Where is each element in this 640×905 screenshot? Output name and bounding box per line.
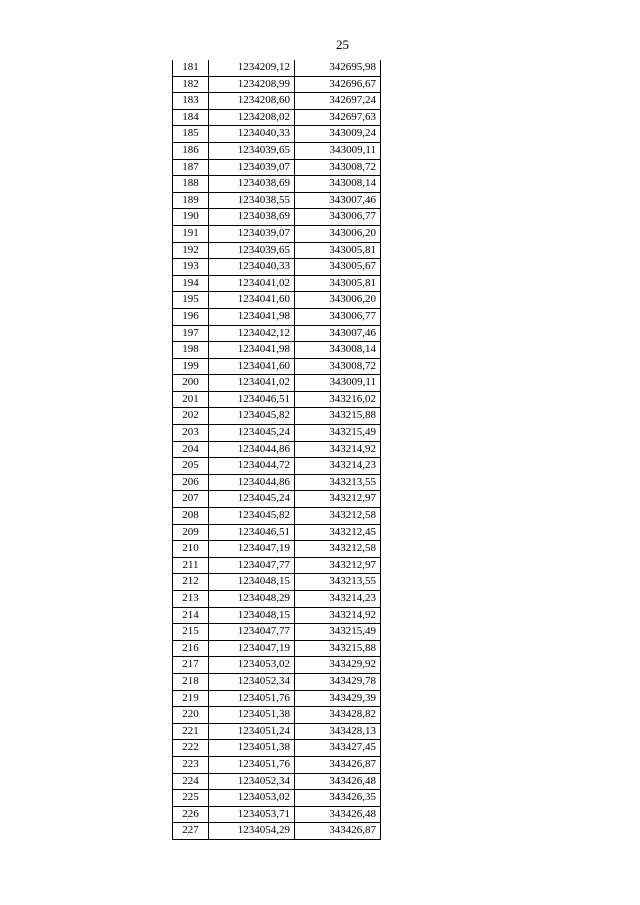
table-row — [173, 474, 381, 491]
point-number-cell: 212 — [173, 574, 209, 591]
x-coordinate-cell: 1234051,38 — [209, 740, 295, 757]
point-number-cell: 199 — [173, 358, 209, 375]
y-coordinate-cell: 343426,48 — [295, 806, 381, 823]
x-coordinate-cell: 1234041,60 — [209, 292, 295, 309]
x-coordinate-cell: 1234045,82 — [209, 408, 295, 425]
x-coordinate-cell: 1234041,98 — [209, 308, 295, 325]
table-row — [173, 259, 381, 276]
x-coordinate-cell: 1234044,86 — [209, 474, 295, 491]
point-number-cell: 187 — [173, 159, 209, 176]
x-coordinate-cell: 1234052,34 — [209, 673, 295, 690]
point-number-cell: 207 — [173, 491, 209, 508]
x-coordinate-cell: 1234038,69 — [209, 176, 295, 193]
y-coordinate-cell: 343429,78 — [295, 673, 381, 690]
point-number-cell: 183 — [173, 93, 209, 110]
x-coordinate-cell: 1234040,33 — [209, 126, 295, 143]
y-coordinate-cell: 343006,77 — [295, 209, 381, 226]
x-coordinate-cell: 1234209,12 — [209, 60, 295, 76]
table-row — [173, 574, 381, 591]
x-coordinate-cell: 1234038,55 — [209, 192, 295, 209]
y-coordinate-cell: 343216,02 — [295, 391, 381, 408]
table-row — [173, 242, 381, 259]
x-coordinate-cell: 1234053,02 — [209, 790, 295, 807]
x-coordinate-cell: 1234039,65 — [209, 242, 295, 259]
y-coordinate-cell: 343212,58 — [295, 541, 381, 558]
coordinates-table — [172, 60, 381, 840]
point-number-cell: 226 — [173, 806, 209, 823]
x-coordinate-cell: 1234054,29 — [209, 823, 295, 840]
x-coordinate-cell: 1234040,33 — [209, 259, 295, 276]
point-number-cell: 194 — [173, 275, 209, 292]
point-number-cell: 203 — [173, 425, 209, 442]
table-row — [173, 176, 381, 193]
y-coordinate-cell: 343009,11 — [295, 375, 381, 392]
table-row — [173, 126, 381, 143]
table-row — [173, 657, 381, 674]
table-row — [173, 375, 381, 392]
table-row — [173, 275, 381, 292]
y-coordinate-cell: 343006,20 — [295, 292, 381, 309]
point-number-cell: 219 — [173, 690, 209, 707]
point-number-cell: 225 — [173, 790, 209, 807]
table-row — [173, 591, 381, 608]
point-number-cell: 209 — [173, 524, 209, 541]
table-row — [173, 408, 381, 425]
y-coordinate-cell: 343426,35 — [295, 790, 381, 807]
point-number-cell: 189 — [173, 192, 209, 209]
x-coordinate-cell: 1234053,71 — [209, 806, 295, 823]
x-coordinate-cell: 1234208,02 — [209, 109, 295, 126]
x-coordinate-cell: 1234041,02 — [209, 375, 295, 392]
x-coordinate-cell: 1234041,60 — [209, 358, 295, 375]
table-row — [173, 225, 381, 242]
table-row — [173, 209, 381, 226]
point-number-cell: 222 — [173, 740, 209, 757]
x-coordinate-cell: 1234208,99 — [209, 76, 295, 93]
x-coordinate-cell: 1234051,76 — [209, 756, 295, 773]
point-number-cell: 193 — [173, 259, 209, 276]
y-coordinate-cell: 343429,39 — [295, 690, 381, 707]
table-row — [173, 458, 381, 475]
y-coordinate-cell: 343212,97 — [295, 491, 381, 508]
x-coordinate-cell: 1234047,19 — [209, 640, 295, 657]
page-number: 25 — [336, 37, 349, 52]
y-coordinate-cell: 343009,11 — [295, 142, 381, 159]
x-coordinate-cell: 1234041,98 — [209, 342, 295, 359]
table-row — [173, 93, 381, 110]
coordinates-table-body — [173, 60, 381, 839]
table-row — [173, 325, 381, 342]
point-number-cell: 186 — [173, 142, 209, 159]
table-row — [173, 773, 381, 790]
y-coordinate-cell: 343008,14 — [295, 342, 381, 359]
y-coordinate-cell: 343005,81 — [295, 242, 381, 259]
point-number-cell: 205 — [173, 458, 209, 475]
y-coordinate-cell: 343214,23 — [295, 458, 381, 475]
point-number-cell: 216 — [173, 640, 209, 657]
point-number-cell: 206 — [173, 474, 209, 491]
point-number-cell: 200 — [173, 375, 209, 392]
y-coordinate-cell: 343429,92 — [295, 657, 381, 674]
point-number-cell: 227 — [173, 823, 209, 840]
y-coordinate-cell: 343215,49 — [295, 425, 381, 442]
table-row — [173, 391, 381, 408]
x-coordinate-cell: 1234047,19 — [209, 541, 295, 558]
point-number-cell: 217 — [173, 657, 209, 674]
point-number-cell: 198 — [173, 342, 209, 359]
point-number-cell: 188 — [173, 176, 209, 193]
table-row — [173, 624, 381, 641]
x-coordinate-cell: 1234039,07 — [209, 225, 295, 242]
point-number-cell: 191 — [173, 225, 209, 242]
table-row — [173, 76, 381, 93]
x-coordinate-cell: 1234045,24 — [209, 425, 295, 442]
table-row — [173, 607, 381, 624]
x-coordinate-cell: 1234045,82 — [209, 508, 295, 525]
y-coordinate-cell: 343007,46 — [295, 325, 381, 342]
point-number-cell: 192 — [173, 242, 209, 259]
point-number-cell: 213 — [173, 591, 209, 608]
x-coordinate-cell: 1234051,24 — [209, 723, 295, 740]
table-row — [173, 690, 381, 707]
table-row — [173, 673, 381, 690]
point-number-cell: 210 — [173, 541, 209, 558]
table-row — [173, 541, 381, 558]
table-row — [173, 441, 381, 458]
table-row — [173, 159, 381, 176]
y-coordinate-cell: 343428,13 — [295, 723, 381, 740]
table-row — [173, 756, 381, 773]
y-coordinate-cell: 343212,97 — [295, 557, 381, 574]
y-coordinate-cell: 343214,92 — [295, 441, 381, 458]
table-row — [173, 60, 381, 76]
table-row — [173, 358, 381, 375]
point-number-cell: 218 — [173, 673, 209, 690]
y-coordinate-cell: 342696,67 — [295, 76, 381, 93]
table-row — [173, 192, 381, 209]
table-row — [173, 707, 381, 724]
y-coordinate-cell: 342697,24 — [295, 93, 381, 110]
y-coordinate-cell: 343006,20 — [295, 225, 381, 242]
table-row — [173, 790, 381, 807]
x-coordinate-cell: 1234042,12 — [209, 325, 295, 342]
x-coordinate-cell: 1234047,77 — [209, 557, 295, 574]
x-coordinate-cell: 1234051,76 — [209, 690, 295, 707]
table-row — [173, 524, 381, 541]
x-coordinate-cell: 1234047,77 — [209, 624, 295, 641]
y-coordinate-cell: 343008,14 — [295, 176, 381, 193]
point-number-cell: 184 — [173, 109, 209, 126]
y-coordinate-cell: 343009,24 — [295, 126, 381, 143]
x-coordinate-cell: 1234039,65 — [209, 142, 295, 159]
point-number-cell: 181 — [173, 60, 209, 76]
y-coordinate-cell: 343428,82 — [295, 707, 381, 724]
x-coordinate-cell: 1234044,86 — [209, 441, 295, 458]
table-row — [173, 425, 381, 442]
y-coordinate-cell: 343008,72 — [295, 358, 381, 375]
point-number-cell: 223 — [173, 756, 209, 773]
y-coordinate-cell: 343005,81 — [295, 275, 381, 292]
x-coordinate-cell: 1234208,60 — [209, 93, 295, 110]
y-coordinate-cell: 343006,77 — [295, 308, 381, 325]
y-coordinate-cell: 343214,23 — [295, 591, 381, 608]
y-coordinate-cell: 343005,67 — [295, 259, 381, 276]
point-number-cell: 197 — [173, 325, 209, 342]
x-coordinate-cell: 1234053,02 — [209, 657, 295, 674]
y-coordinate-cell: 343007,46 — [295, 192, 381, 209]
point-number-cell: 214 — [173, 607, 209, 624]
y-coordinate-cell: 343427,45 — [295, 740, 381, 757]
x-coordinate-cell: 1234046,51 — [209, 391, 295, 408]
table-row — [173, 142, 381, 159]
x-coordinate-cell: 1234038,69 — [209, 209, 295, 226]
point-number-cell: 211 — [173, 557, 209, 574]
table-row — [173, 491, 381, 508]
point-number-cell: 215 — [173, 624, 209, 641]
y-coordinate-cell: 343212,58 — [295, 508, 381, 525]
y-coordinate-cell: 343426,87 — [295, 756, 381, 773]
table-row — [173, 740, 381, 757]
table-row — [173, 508, 381, 525]
y-coordinate-cell: 342695,98 — [295, 60, 381, 76]
x-coordinate-cell: 1234051,38 — [209, 707, 295, 724]
table-row — [173, 342, 381, 359]
x-coordinate-cell: 1234045,24 — [209, 491, 295, 508]
point-number-cell: 182 — [173, 76, 209, 93]
table-row — [173, 109, 381, 126]
x-coordinate-cell: 1234046,51 — [209, 524, 295, 541]
point-number-cell: 224 — [173, 773, 209, 790]
y-coordinate-cell: 343426,87 — [295, 823, 381, 840]
x-coordinate-cell: 1234048,15 — [209, 574, 295, 591]
point-number-cell: 220 — [173, 707, 209, 724]
point-number-cell: 204 — [173, 441, 209, 458]
point-number-cell: 195 — [173, 292, 209, 309]
x-coordinate-cell: 1234048,15 — [209, 607, 295, 624]
x-coordinate-cell: 1234039,07 — [209, 159, 295, 176]
y-coordinate-cell: 343008,72 — [295, 159, 381, 176]
x-coordinate-cell: 1234048,29 — [209, 591, 295, 608]
y-coordinate-cell: 343215,88 — [295, 640, 381, 657]
y-coordinate-cell: 343215,88 — [295, 408, 381, 425]
table-row — [173, 723, 381, 740]
y-coordinate-cell: 342697,63 — [295, 109, 381, 126]
y-coordinate-cell: 343214,92 — [295, 607, 381, 624]
table-row — [173, 292, 381, 309]
point-number-cell: 196 — [173, 308, 209, 325]
table-row — [173, 308, 381, 325]
x-coordinate-cell: 1234052,34 — [209, 773, 295, 790]
x-coordinate-cell: 1234041,02 — [209, 275, 295, 292]
y-coordinate-cell: 343426,48 — [295, 773, 381, 790]
point-number-cell: 221 — [173, 723, 209, 740]
table-row — [173, 823, 381, 840]
y-coordinate-cell: 343213,55 — [295, 474, 381, 491]
point-number-cell: 201 — [173, 391, 209, 408]
table-row — [173, 806, 381, 823]
y-coordinate-cell: 343213,55 — [295, 574, 381, 591]
table-row — [173, 640, 381, 657]
point-number-cell: 208 — [173, 508, 209, 525]
point-number-cell: 202 — [173, 408, 209, 425]
point-number-cell: 190 — [173, 209, 209, 226]
x-coordinate-cell: 1234044,72 — [209, 458, 295, 475]
point-number-cell: 185 — [173, 126, 209, 143]
y-coordinate-cell: 343212,45 — [295, 524, 381, 541]
y-coordinate-cell: 343215,49 — [295, 624, 381, 641]
table-row — [173, 557, 381, 574]
